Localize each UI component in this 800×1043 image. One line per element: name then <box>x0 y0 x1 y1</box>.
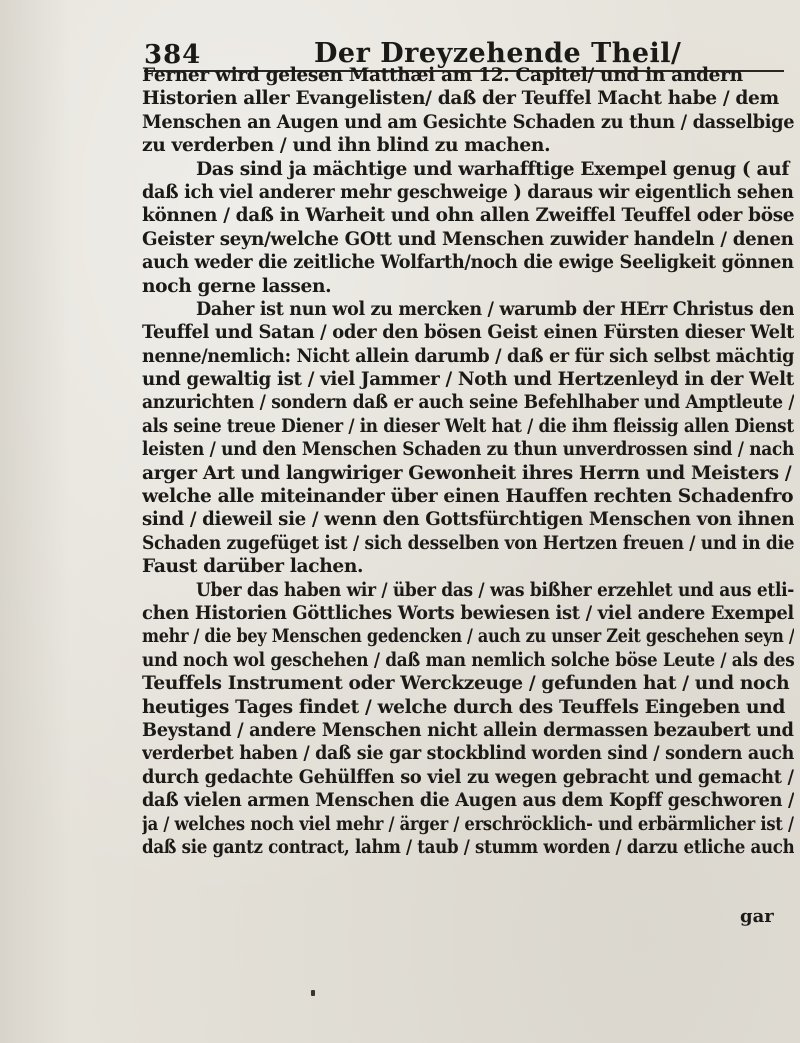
text-line: daß vielen armen Menschen die Augen aus dem Kopff geschworen / <box>142 790 794 812</box>
text-line: ja / welches noch viel mehr / ärger / erschröcklich- und erbärmlicher ist / <box>142 813 794 835</box>
text-line: Das sind ja mächtige und warhafftige Exempel genug ( auf <box>196 158 789 180</box>
text-line: daß ich viel anderer mehr geschweige ) daraus wir eigentlich sehen <box>142 181 794 203</box>
text-line: nenne/nemlich: Nicht allein darumb / daß er für sich selbst mächtig <box>142 345 794 367</box>
text-line: und gewaltig ist / viel Jammer / Noth und Hertzenleyd in der Welt <box>142 369 794 391</box>
text-line: Faust darüber lachen. <box>142 556 364 578</box>
text-line: Geister seyn/welche GOtt und Menschen zuwider handeln / denen <box>142 228 794 250</box>
text-line: Teuffels Instrument oder Werckzeuge / gefunden hat / und noch <box>142 673 790 695</box>
text-line: mehr / die bey Menschen gedencken / auch zu unser Zeit geschehen seyn / <box>142 626 794 648</box>
text-line: leisten / und den Menschen Schaden zu thun unverdrossen sind / nach <box>142 439 794 461</box>
text-line: noch gerne lassen. <box>142 275 332 297</box>
text-line: Ferner wird gelesen Matthæi am 12. Capitel/ und in andern <box>142 65 743 86</box>
text-line: als seine treue Diener / in dieser Welt hat / die ihm fleissig allen Dienst <box>142 415 794 437</box>
text-line: verderbet haben / daß sie gar stockblind worden sind / sondern auch <box>142 743 794 765</box>
text-line: können / daß in Warheit und ohn allen Zweiffel Teuffel oder böse <box>142 205 794 227</box>
text-line: Uber das haben wir / über das / was bißher erzehlet und aus etli- <box>196 579 794 601</box>
ink-speck <box>311 990 315 996</box>
text-line: durch gedachte Gehülffen so viel zu wegen gebracht und gemacht / <box>142 766 794 788</box>
catchword: gar <box>740 906 774 927</box>
text-line: chen Historien Göttliches Worts bewiesen ist / viel andere Exempel <box>142 602 794 624</box>
text-line: Teuffel und Satan / oder den bösen Geist einen Fürsten dieser Welt <box>142 322 794 344</box>
text-line: zu verderben / und ihn blind zu machen. <box>142 135 551 157</box>
text-line: anzurichten / sondern daß er auch seine Befehlhaber und Amptleute / <box>142 392 794 414</box>
text-line: welche alle miteinander über einen Hauffen rechten Schadenfro <box>142 486 794 508</box>
text-line: heutiges Tages findet / welche durch des Teuffels Eingeben und <box>142 696 785 718</box>
text-line: Menschen an Augen und am Gesichte Schaden zu thun / dasselbige <box>142 111 794 133</box>
text-line: sind / dieweil sie / wenn den Gottsfürchtigen Menschen von ihnen <box>142 509 794 531</box>
text-line: Beystand / andere Menschen nicht allein dermassen bezaubert und <box>142 719 794 741</box>
running-title: Der Dreyzehende Theil/ <box>314 38 682 69</box>
page-edge-shadow <box>0 0 70 1043</box>
text-line: und noch wol geschehen / daß man nemlich solche böse Leute / als des <box>142 649 794 671</box>
text-line: arger Art und langwiriger Gewonheit ihres Herrn und Meisters / <box>142 462 792 484</box>
text-line: auch weder die zeitliche Wolfarth/noch die ewige Seeligkeit gönnen <box>142 252 794 274</box>
text-line: daß sie gantz contract, lahm / taub / stumm worden / darzu etliche auch <box>142 836 794 858</box>
page-number: 384 <box>144 40 202 70</box>
text-line: Historien aller Evangelisten/ daß der Teuffel Macht habe / dem <box>142 88 779 110</box>
text-line: Daher ist nun wol zu mercken / warumb der HErr Christus den <box>196 298 794 320</box>
body-text <box>142 64 794 859</box>
text-line: Schaden zugefüget ist / sich desselben von Hertzen freuen / und in die <box>142 532 794 554</box>
